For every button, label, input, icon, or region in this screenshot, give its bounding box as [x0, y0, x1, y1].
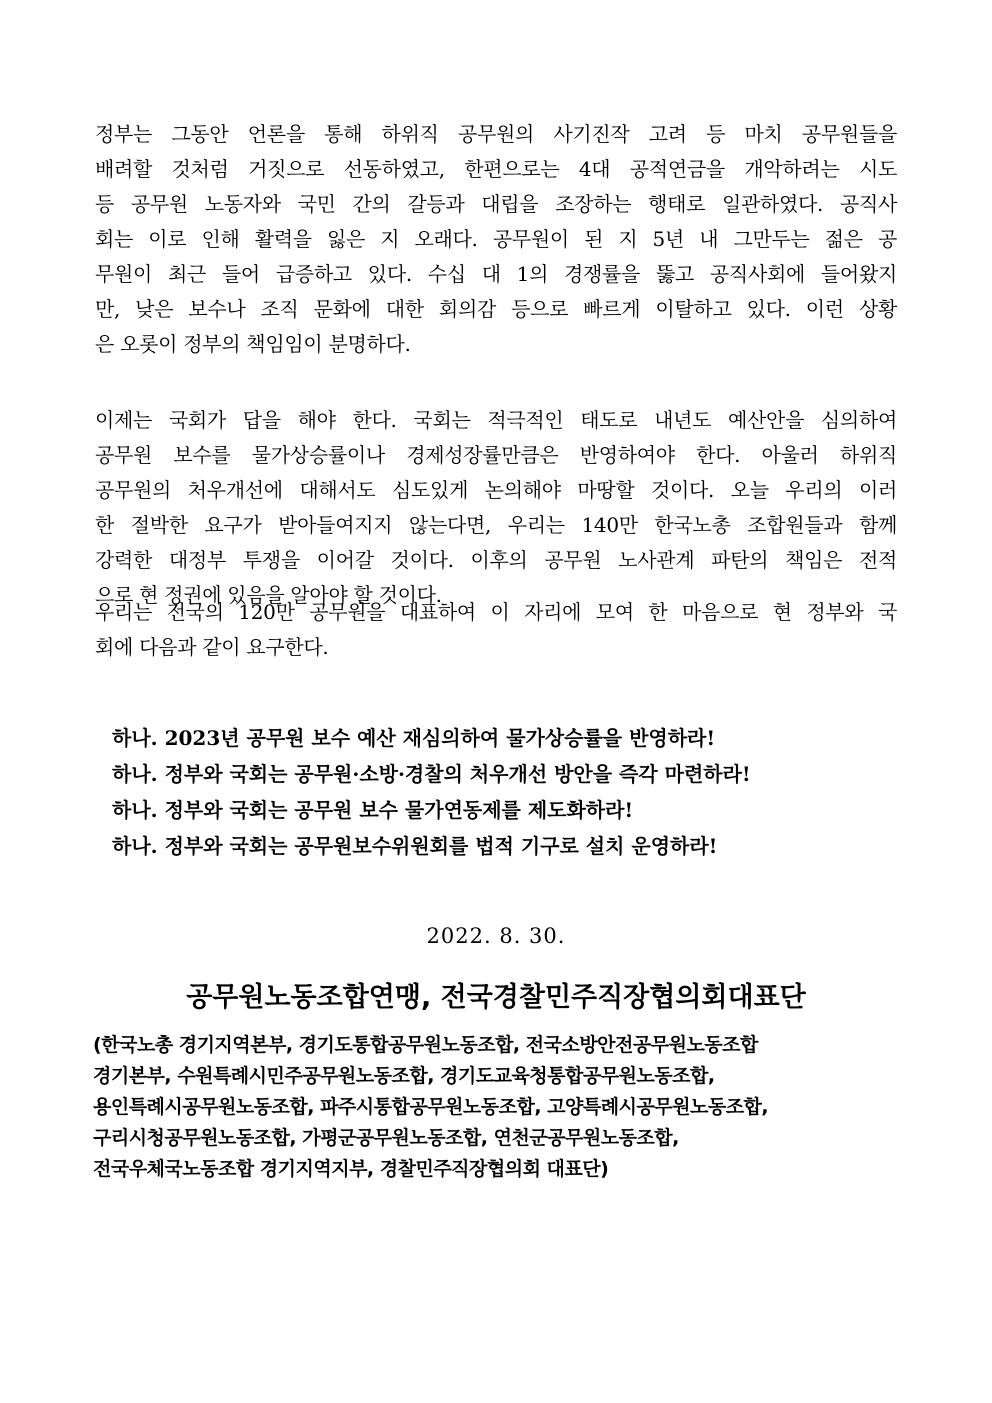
member-line: (한국노총 경기지역본부, 경기도통합공무원노동조합, 전국소방안전공무원노동조합 — [93, 1034, 758, 1056]
text-line: 회에 다음과 같이 요구한다. — [95, 635, 329, 659]
member-line: 구리시청공무원노동조합, 가평군공무원노동조합, 연천군공무원노동조합, — [93, 1127, 679, 1149]
demand-item: 하나. 2023년 공무원 보수 예산 재심의하여 물가상승률을 반영하라! — [112, 726, 716, 750]
text-line: 정부는 그동안 언론을 통해 하위직 공무원의 사기진작 고려 등 마치 공무원들을 — [95, 122, 897, 146]
text-line: 으로 현 정권에 있음을 알아야 할 것이다. — [95, 583, 442, 607]
text-line: 회는 이로 인해 활력을 잃은 지 오래다. 공무원이 된 지 5년 내 그만두는 젊은 공 — [95, 227, 897, 251]
text-line: 이제는 국회가 답을 해야 한다. 국회는 적극적인 태도로 내년도 예산안을 심의하여 — [95, 408, 897, 432]
member-line: 전국우체국노동조합 경기지역지부, 경찰민주직장협의회 대표단) — [93, 1158, 609, 1180]
text-line: 배려할 것처럼 거짓으로 선동하였고, 한편으로는 4대 공적연금을 개악하려는 시도 — [95, 157, 897, 181]
demands-list — [112, 720, 751, 864]
demand-item: 하나. 정부와 국회는 공무원 보수 물가연동제를 제도화하라! — [112, 798, 634, 822]
text-line: 강력한 대정부 투쟁을 이어갈 것이다. 이후의 공무원 노사관계 파탄의 책임은 전적 — [95, 548, 897, 572]
text-line: 한 절박한 요구가 받아들여지지 않는다면, 우리는 140만 한국노총 조합원들과 함께 — [95, 513, 897, 537]
member-line: 경기본부, 수원특례시민주공무원노동조합, 경기도교육청통합공무원노동조합, — [93, 1065, 715, 1087]
text-line: 등 공무원 노동자와 국민 간의 갈등과 대립을 조장하는 행태로 일관하였다. 공직사 — [95, 192, 897, 216]
text-line: 은 오롯이 정부의 책임임이 분명하다. — [95, 332, 411, 356]
signatory-title: 공무원노동조합연맹, 전국경찰민주직장협의회대표단 — [186, 982, 806, 1013]
member-line: 용인특례시공무원노동조합, 파주시통합공무원노동조합, 고양특례시공무원노동조합, — [93, 1096, 769, 1118]
member-organizations — [93, 1030, 913, 1185]
demand-item: 하나. 정부와 국회는 공무원보수위원회를 법적 기구로 설치 운영하라! — [112, 834, 718, 858]
document-date: 2022. 8. 30. — [426, 924, 566, 948]
demand-item: 하나. 정부와 국회는 공무원·소방·경찰의 처우개선 방안을 즉각 마련하라! — [112, 762, 751, 786]
text-line: 공무원 보수를 물가상승률이나 경제성장률만큼은 반영하여야 한다. 아울러 하위직 — [95, 443, 897, 467]
paragraph-national-assembly — [95, 403, 897, 613]
paragraph-government-criticism — [95, 117, 897, 362]
text-line: 무원이 최근 들어 급증하고 있다. 수십 대 1의 경쟁률을 뚫고 공직사회에 들어왔지 — [95, 262, 897, 286]
text-line: 우리는 전국의 120만 공무원을 대표하여 이 자리에 모여 한 마음으로 현 정부와 국 — [95, 600, 897, 624]
text-line: 만, 낮은 보수나 조직 문화에 대한 회의감 등으로 빠르게 이탈하고 있다. 이런 상황 — [95, 297, 897, 321]
paragraph-demand-intro — [95, 595, 897, 665]
text-line: 공무원의 처우개선에 대해서도 심도있게 논의해야 마땅할 것이다. 오늘 우리의 이러 — [95, 478, 897, 502]
